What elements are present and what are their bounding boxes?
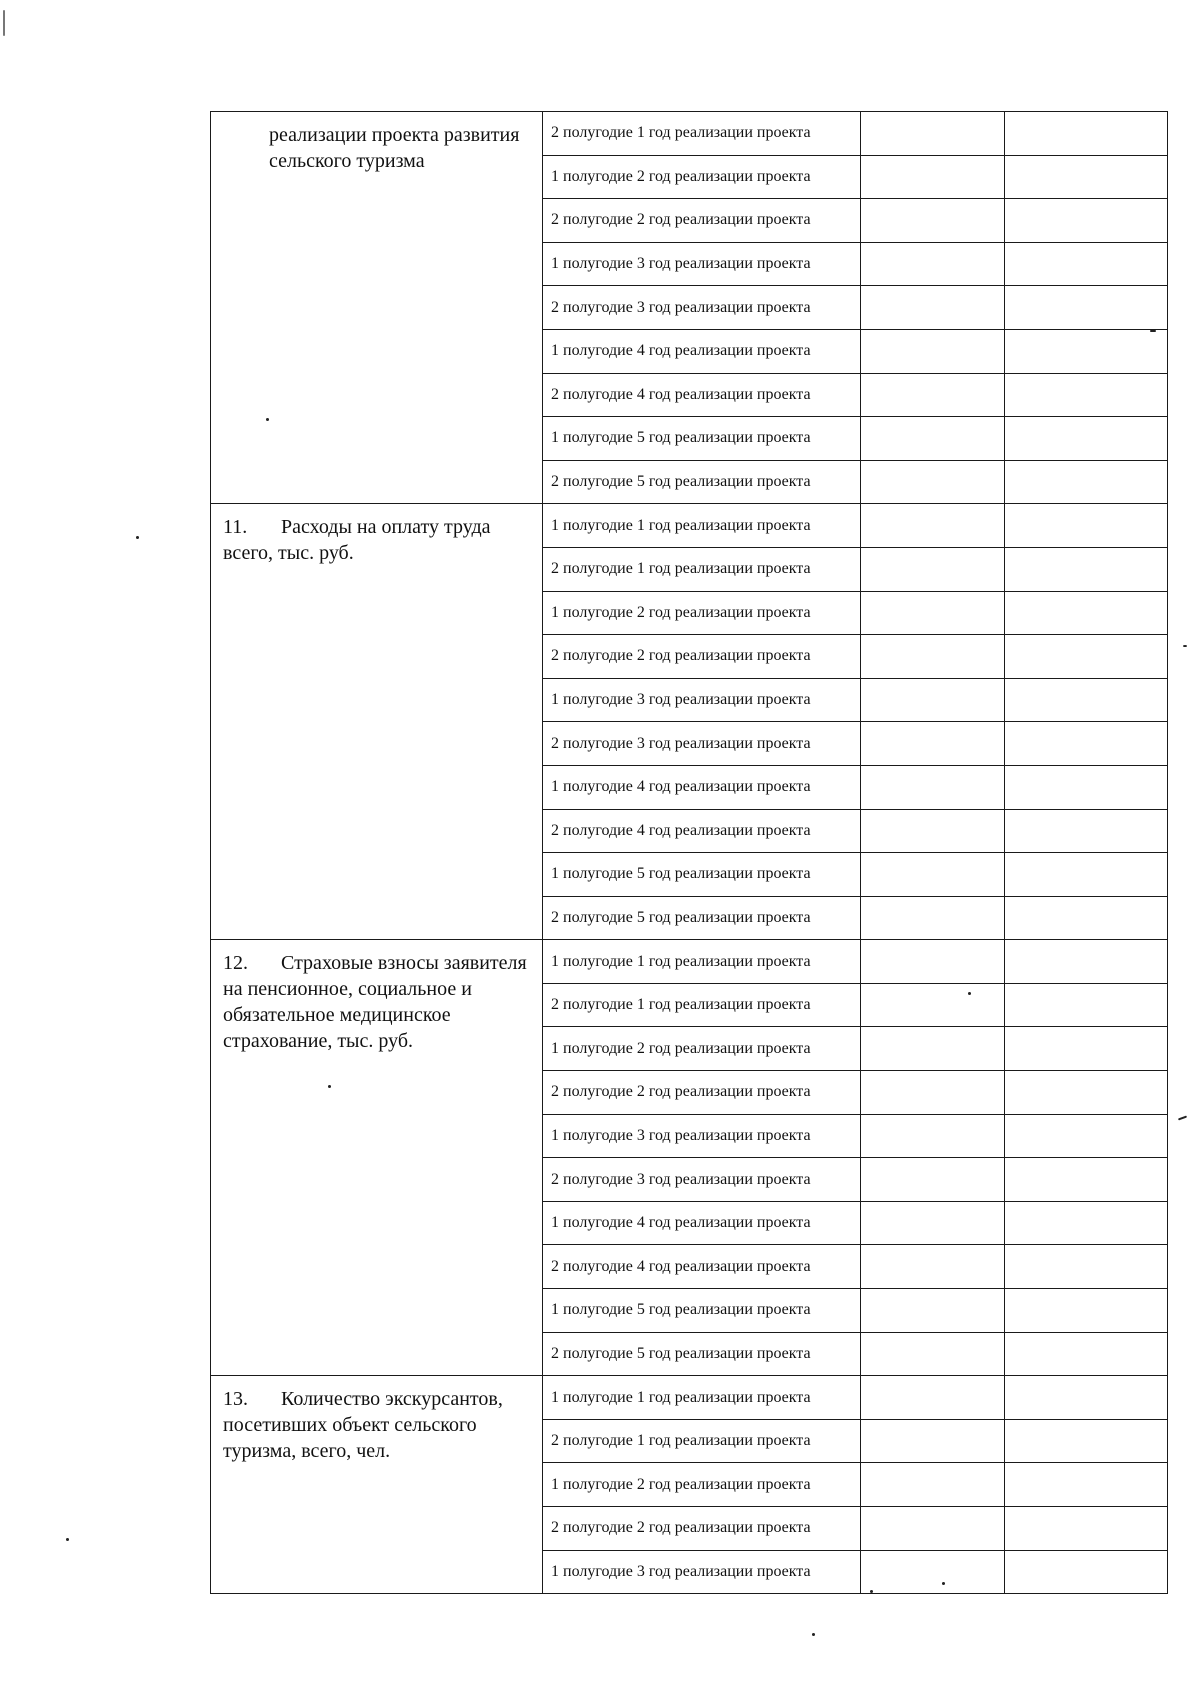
actual-value-cell[interactable]	[1005, 242, 1168, 286]
actual-value-cell[interactable]	[1005, 635, 1168, 679]
actual-value-cell[interactable]	[1005, 896, 1168, 940]
plan-value-cell[interactable]	[861, 329, 1005, 373]
plan-value-cell[interactable]	[861, 1245, 1005, 1289]
period-cell: 2 полугодие 2 год реализации проекта	[543, 1071, 861, 1115]
plan-value-cell[interactable]	[861, 1027, 1005, 1071]
indicator-label-cell	[211, 1376, 543, 1594]
plan-value-cell[interactable]	[861, 547, 1005, 591]
scan-speck	[266, 418, 269, 421]
plan-value-cell[interactable]	[861, 1114, 1005, 1158]
actual-value-cell[interactable]	[1005, 1158, 1168, 1202]
plan-value-cell[interactable]	[861, 1332, 1005, 1376]
actual-value-cell[interactable]	[1005, 417, 1168, 461]
plan-value-cell[interactable]	[861, 199, 1005, 243]
period-cell: 1 полугодие 2 год реализации проекта	[543, 1463, 861, 1507]
plan-value-cell[interactable]	[861, 635, 1005, 679]
period-cell: 2 полугодие 1 год реализации проекта	[543, 112, 861, 156]
scan-speck	[1150, 330, 1156, 332]
period-cell: 1 полугодие 5 год реализации проекта	[543, 1289, 861, 1333]
actual-value-cell[interactable]	[1005, 809, 1168, 853]
scan-speck	[1178, 1116, 1187, 1121]
table-row	[211, 940, 1168, 984]
table-row	[211, 504, 1168, 548]
actual-value-cell[interactable]	[1005, 1201, 1168, 1245]
plan-value-cell[interactable]	[861, 722, 1005, 766]
plan-value-cell[interactable]	[861, 460, 1005, 504]
period-cell: 1 полугодие 3 год реализации проекта	[543, 1114, 861, 1158]
period-cell: 1 полугодие 3 год реализации проекта	[543, 242, 861, 286]
scan-speck	[870, 1590, 873, 1593]
plan-value-cell[interactable]	[861, 1289, 1005, 1333]
plan-value-cell[interactable]	[861, 504, 1005, 548]
plan-value-cell[interactable]	[861, 765, 1005, 809]
period-cell: 1 полугодие 4 год реализации проекта	[543, 329, 861, 373]
actual-value-cell[interactable]	[1005, 940, 1168, 984]
scan-speck	[812, 1633, 815, 1636]
plan-value-cell[interactable]	[861, 286, 1005, 330]
period-cell: 2 полугодие 3 год реализации проекта	[543, 722, 861, 766]
table-row	[211, 112, 1168, 156]
period-cell: 1 полугодие 2 год реализации проекта	[543, 591, 861, 635]
plan-value-cell[interactable]	[861, 155, 1005, 199]
plan-value-cell[interactable]	[861, 1158, 1005, 1202]
plan-value-cell[interactable]	[861, 853, 1005, 897]
period-cell: 2 полугодие 4 год реализации проекта	[543, 373, 861, 417]
period-cell: 2 полугодие 1 год реализации проекта	[543, 547, 861, 591]
actual-value-cell[interactable]	[1005, 1507, 1168, 1551]
period-cell: 2 полугодие 1 год реализации проекта	[543, 983, 861, 1027]
period-cell: 1 полугодие 4 год реализации проекта	[543, 765, 861, 809]
actual-value-cell[interactable]	[1005, 853, 1168, 897]
plan-value-cell[interactable]	[861, 1376, 1005, 1420]
table-body	[211, 112, 1168, 1594]
actual-value-cell[interactable]	[1005, 155, 1168, 199]
period-cell: 1 полугодие 4 год реализации проекта	[543, 1201, 861, 1245]
actual-value-cell[interactable]	[1005, 112, 1168, 156]
plan-value-cell[interactable]	[861, 940, 1005, 984]
actual-value-cell[interactable]	[1005, 1071, 1168, 1115]
actual-value-cell[interactable]	[1005, 765, 1168, 809]
indicator-name: реализации проекта развития сельского туризма	[269, 124, 520, 172]
plan-value-cell[interactable]	[861, 417, 1005, 461]
scan-edge-mark	[3, 10, 5, 36]
indicator-label-cell	[211, 112, 543, 504]
plan-value-cell[interactable]	[861, 242, 1005, 286]
actual-value-cell[interactable]	[1005, 1550, 1168, 1594]
plan-value-cell[interactable]	[861, 1550, 1005, 1594]
period-cell: 1 полугодие 2 год реализации проекта	[543, 155, 861, 199]
indicator-number: 11.	[223, 516, 248, 539]
actual-value-cell[interactable]	[1005, 1027, 1168, 1071]
actual-value-cell[interactable]	[1005, 373, 1168, 417]
actual-value-cell[interactable]	[1005, 1332, 1168, 1376]
actual-value-cell[interactable]	[1005, 591, 1168, 635]
plan-value-cell[interactable]	[861, 678, 1005, 722]
actual-value-cell[interactable]	[1005, 547, 1168, 591]
period-cell: 2 полугодие 5 год реализации проекта	[543, 1332, 861, 1376]
period-cell: 1 полугодие 3 год реализации проекта	[543, 1550, 861, 1594]
actual-value-cell[interactable]	[1005, 1245, 1168, 1289]
plan-value-cell[interactable]	[861, 373, 1005, 417]
plan-value-cell[interactable]	[861, 1507, 1005, 1551]
actual-value-cell[interactable]	[1005, 460, 1168, 504]
period-cell: 1 полугодие 5 год реализации проекта	[543, 417, 861, 461]
scan-speck	[968, 992, 971, 995]
actual-value-cell[interactable]	[1005, 1419, 1168, 1463]
period-cell: 2 полугодие 2 год реализации проекта	[543, 199, 861, 243]
period-cell: 2 полугодие 1 год реализации проекта	[543, 1419, 861, 1463]
indicator-number: 12.	[223, 952, 248, 975]
actual-value-cell[interactable]	[1005, 983, 1168, 1027]
period-cell: 1 полугодие 1 год реализации проекта	[543, 504, 861, 548]
period-cell: 1 полугодие 3 год реализации проекта	[543, 678, 861, 722]
indicator-name: Количество экскурсантов, посетивших объект сельского туризма, всего, чел.	[223, 1388, 503, 1463]
period-cell: 1 полугодие 1 год реализации проекта	[543, 1376, 861, 1420]
actual-value-cell[interactable]	[1005, 329, 1168, 373]
actual-value-cell[interactable]	[1005, 1376, 1168, 1420]
plan-value-cell[interactable]	[861, 809, 1005, 853]
indicator-name: Страховые взносы заявителя на пенсионное, социальное и обязательное медицинское страхование, тыс. руб.	[223, 952, 527, 1053]
plan-value-cell[interactable]	[861, 983, 1005, 1027]
plan-value-cell[interactable]	[861, 1071, 1005, 1115]
plan-value-cell[interactable]	[861, 1463, 1005, 1507]
scan-speck	[136, 536, 139, 539]
indicator-label-cell	[211, 504, 543, 940]
actual-value-cell[interactable]	[1005, 678, 1168, 722]
plan-value-cell[interactable]	[861, 591, 1005, 635]
period-cell: 2 полугодие 5 год реализации проекта	[543, 460, 861, 504]
actual-value-cell[interactable]	[1005, 504, 1168, 548]
period-cell: 2 полугодие 5 год реализации проекта	[543, 896, 861, 940]
period-cell: 2 полугодие 2 год реализации проекта	[543, 635, 861, 679]
actual-value-cell[interactable]	[1005, 1114, 1168, 1158]
actual-value-cell[interactable]	[1005, 286, 1168, 330]
period-cell: 1 полугодие 5 год реализации проекта	[543, 853, 861, 897]
actual-value-cell[interactable]	[1005, 722, 1168, 766]
period-cell: 2 полугодие 3 год реализации проекта	[543, 1158, 861, 1202]
actual-value-cell[interactable]	[1005, 1463, 1168, 1507]
plan-value-cell[interactable]	[861, 1201, 1005, 1245]
scan-speck	[328, 1085, 331, 1088]
indicator-table	[210, 111, 1168, 1594]
indicator-name: Расходы на оплату труда всего, тыс. руб.	[223, 516, 491, 565]
plan-value-cell[interactable]	[861, 112, 1005, 156]
period-cell: 1 полугодие 1 год реализации проекта	[543, 940, 861, 984]
table-row	[211, 1376, 1168, 1420]
indicator-label-cell	[211, 940, 543, 1376]
period-cell: 2 полугодие 3 год реализации проекта	[543, 286, 861, 330]
plan-value-cell[interactable]	[861, 1419, 1005, 1463]
period-cell: 2 полугодие 4 год реализации проекта	[543, 809, 861, 853]
actual-value-cell[interactable]	[1005, 199, 1168, 243]
indicator-number: 13.	[223, 1388, 248, 1411]
scan-speck	[942, 1582, 945, 1585]
actual-value-cell[interactable]	[1005, 1289, 1168, 1333]
plan-value-cell[interactable]	[861, 896, 1005, 940]
scan-speck	[66, 1538, 69, 1541]
period-cell: 2 полугодие 4 год реализации проекта	[543, 1245, 861, 1289]
period-cell: 1 полугодие 2 год реализации проекта	[543, 1027, 861, 1071]
period-cell: 2 полугодие 2 год реализации проекта	[543, 1507, 861, 1551]
scan-speck	[1183, 645, 1187, 647]
